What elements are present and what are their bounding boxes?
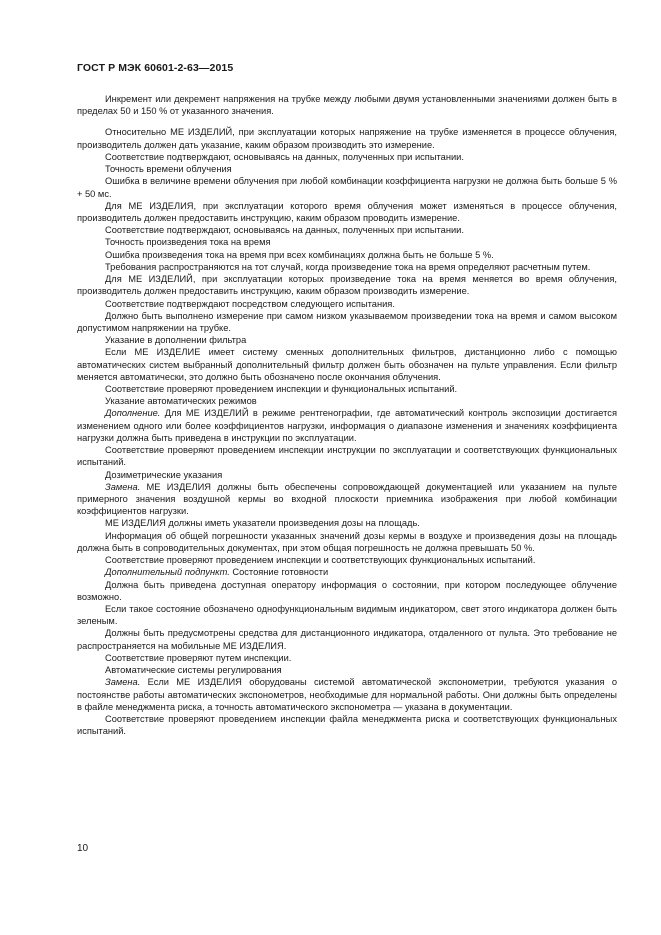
paragraph [77, 298, 617, 310]
paragraph-text: Если такое состояние обозначено однофункциональным видимым индикатором, свет этого индикатора должен быть зеленым. [77, 603, 617, 627]
paragraph [77, 664, 617, 676]
paragraph-text: Требования распространяются на тот случай, когда произведение тока на время определяют расчетным путем. [105, 261, 591, 272]
paragraph [77, 163, 617, 175]
paragraph-text: Дозиметрические указания [105, 469, 223, 480]
paragraph [77, 310, 617, 334]
paragraph-text: Для МЕ ИЗДЕЛИЙ, при эксплуатации которых произведение тока на время меняется во время облучения, производитель должен предоставить инструкцию, каким образом производить измерение. [77, 274, 617, 297]
paragraph-prefix: Дополнение. [105, 408, 161, 419]
paragraph-text: Указание автоматических режимов [105, 396, 257, 407]
paragraph-text: Соответствие подтверждают, основываясь на данных, полученных при испытании. [105, 225, 464, 236]
paragraph [77, 469, 617, 481]
paragraph [77, 481, 617, 518]
paragraph [77, 126, 617, 150]
paragraph-text: Соответствие проверяют проведением инспекции инструкции по эксплуатации и соответствующих функциональных испытаний. [77, 445, 617, 468]
document-header: ГОСТ Р МЭК 60601-2-63—2015 [77, 62, 234, 74]
paragraph [77, 236, 617, 248]
paragraph [77, 200, 617, 224]
paragraph [77, 517, 617, 529]
paragraph [77, 383, 617, 395]
paragraph [77, 395, 617, 407]
paragraph-text: Автоматические системы регулирования [105, 665, 282, 676]
paragraph-prefix: Дополнительный подпункт. [105, 567, 230, 578]
paragraph-text: Состояние готовности [229, 567, 329, 578]
paragraph [77, 407, 617, 444]
paragraph-text: Для МЕ ИЗДЕЛИЙ в режиме рентгенографии, где автоматический контроль экспозиции достигается изменением одного или более коэффициентов нагрузки, информация о диапазоне изменения и значениях коэффициента нагрузки должна быть приведена в инструкции по эксплуатации. [77, 408, 617, 443]
paragraph [77, 603, 617, 627]
paragraph-text: Инкремент или декремент напряжения на трубке между любыми двумя установленными значениями должен быть в пределах 50 и 150 % от указанного значения. [77, 94, 617, 117]
paragraph [77, 554, 617, 566]
paragraph [77, 261, 617, 273]
paragraph [77, 346, 617, 383]
paragraph-prefix: Замена. [105, 677, 141, 688]
paragraph-text: Соответствие подтверждают, основываясь на данных, полученных при испытании. [105, 151, 464, 162]
page-number: 10 [77, 843, 89, 854]
paragraph [77, 676, 617, 713]
paragraph-text: МЕ ИЗДЕЛИЯ должны быть обеспечены сопровождающей документацией или указанием на пульте примерного значения воздушной кермы во входной плоскости приемника изображения при любой комбинации коэффициентов нагрузки. [77, 481, 617, 517]
paragraph-text: Должно быть выполнено измерение при самом низком указываемом произведении тока на время и самом высоком допустимом напряжении на трубке. [77, 310, 617, 333]
paragraph-text: Точность произведения тока на время [105, 237, 271, 248]
paragraph-text: Если МЕ ИЗДЕЛИЕ имеет систему сменных дополнительных фильтров, дистанционно либо с помощью автоматических систем выбранный дополнительный фильтр должен быть обозначен на пульте управления. Если фильтр меняется автоматически, это должно быть обозначено после окончания облучения. [77, 347, 617, 382]
paragraph-text: Точность времени облучения [105, 164, 232, 175]
paragraph [77, 566, 617, 578]
paragraph [77, 151, 617, 163]
paragraph-text: Ошибка в величине времени облучения при любой комбинации коэффициента нагрузки не должна быть больше 5 % + 50 мс. [77, 176, 617, 199]
paragraph [77, 224, 617, 236]
paragraph-text: Соответствие проверяют проведением инспекции и функциональных испытаний. [105, 384, 458, 395]
paragraph-text: Если МЕ ИЗДЕЛИЯ оборудованы системой автоматической экспонометрии, требуются указания о постоянстве работы автоматических экспонометров, необходимые для нормальной работы. Они должны быть определены в файле менеджмента риска, а точность автоматического экспонометра — указана в документации. [77, 677, 617, 712]
paragraph [77, 713, 617, 737]
paragraph [77, 93, 617, 117]
paragraph-text: Информация об общей погрешности указанных значений дозы кермы в воздухе и произведения дозы на площадь должна быть в сопроводительных документах, при этом общая погрешность не должна превышать 50 %. [77, 530, 617, 553]
paragraph-text: Должны быть предусмотрены средства для дистанционного индикатора, отдаленного от пульта. Это требование не распространяется на мобильные МЕ ИЗДЕЛИЯ. [77, 628, 617, 651]
paragraph [77, 334, 617, 346]
paragraph-text: Соответствие проверяют проведением инспекции файла менеджмента риска и соответствующих функциональных испытаний. [77, 713, 617, 737]
paragraph [77, 652, 617, 664]
paragraph-prefix: Замена. [105, 481, 141, 492]
paragraph-text: Для МЕ ИЗДЕЛИЯ, при эксплуатации которого время облучения может изменяться в процессе облучения, производитель должен предоставить инструкцию, каким образом проводить измерение. [77, 200, 617, 223]
paragraph [77, 273, 617, 297]
document-body [77, 93, 617, 737]
paragraph-text: Соответствие проверяют путем инспекции. [105, 652, 292, 663]
paragraph [77, 579, 617, 603]
paragraph-text: МЕ ИЗДЕЛИЯ должны иметь указатели произведения дозы на площадь. [105, 518, 420, 529]
paragraph-text: Относительно МЕ ИЗДЕЛИЙ, при эксплуатации которых напряжение на трубке изменяется в процессе облучения, производитель должен дать указание, каким образом производить это измерение. [77, 127, 617, 150]
paragraph [77, 249, 617, 261]
paragraph [77, 444, 617, 468]
paragraph-text: Должна быть приведена доступная оператору информация о состоянии, при котором последующее облучение возможно. [77, 579, 617, 602]
paragraph-text: Соответствие проверяют проведением инспекции и соответствующих функциональных испытаний. [105, 555, 536, 566]
paragraph-text: Ошибка произведения тока на время при всех комбинациях должна быть не больше 5 %. [105, 249, 494, 260]
paragraph [77, 627, 617, 651]
paragraph [77, 175, 617, 199]
paragraph [77, 530, 617, 554]
paragraph-text: Соответствие подтверждают посредством следующего испытания. [105, 298, 395, 309]
paragraph-text: Указание в дополнении фильтра [105, 335, 247, 346]
